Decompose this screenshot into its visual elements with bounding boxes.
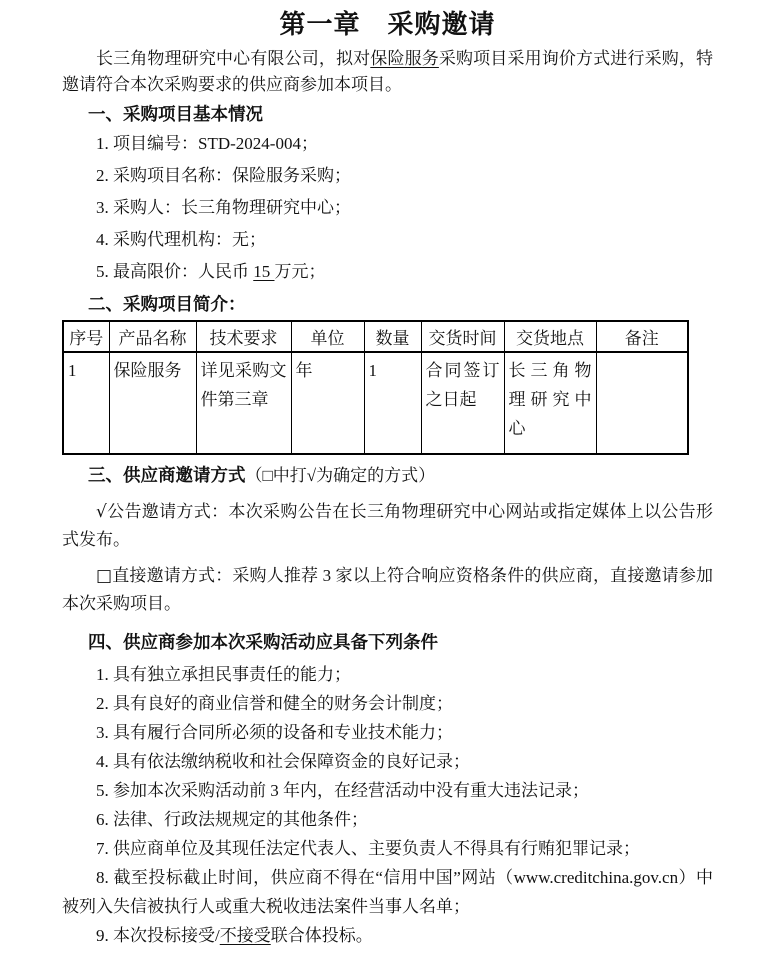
chapter-title: 第一章 采购邀请 xyxy=(279,9,496,39)
list-item xyxy=(62,747,713,776)
list-item xyxy=(62,805,713,834)
list-item xyxy=(62,834,713,863)
text-run: 5. 最高限价：人民币 xyxy=(96,262,254,281)
underlined-text: 15 xyxy=(253,262,275,281)
list-item xyxy=(62,128,713,160)
text-run: 3. 采购人：长三角物理研究中心； xyxy=(96,198,351,217)
list-item xyxy=(62,192,713,224)
text-run: 9. 本次投标接受/ xyxy=(96,926,220,945)
basic-info-list xyxy=(62,128,713,288)
invitation-option-announce xyxy=(62,498,713,554)
table-cell xyxy=(596,352,688,454)
list-item xyxy=(62,718,713,747)
section-overview-heading: 二、采购项目简介： xyxy=(88,294,246,314)
checkmark-icon: √ xyxy=(96,502,107,522)
text-run: 万元； xyxy=(274,262,326,281)
section-conditions-heading: 四、供应商参加本次采购活动应具备下列条件 xyxy=(88,632,438,652)
text-run: 6. 法律、行政法规规定的其他条件； xyxy=(96,810,368,829)
table-cell: 保险服务 xyxy=(109,352,196,454)
table-header-cell: 单位 xyxy=(291,321,364,352)
table-header-cell: 技术要求 xyxy=(196,321,291,352)
table-header-cell: 交货时间 xyxy=(421,321,504,352)
table-cell: 详见采购文件第三章 xyxy=(196,352,291,454)
table-header-cell: 交货地点 xyxy=(504,321,596,352)
invitation-option-announce-text: 公告邀请方式：本次采购公告在长三角物理研究中心网站或指定媒体上以公告形式发布。 xyxy=(62,502,713,549)
list-item xyxy=(62,863,713,921)
underlined-text: 保险服务 xyxy=(370,49,439,68)
table-header-cell: 产品名称 xyxy=(109,321,196,352)
checkbox-icon: □ xyxy=(96,566,113,586)
table-header-cell: 数量 xyxy=(364,321,421,352)
table-header-row xyxy=(63,321,688,352)
section-basic-heading: 一、采购项目基本情况 xyxy=(88,104,263,124)
text-run: 1. 具有独立承担民事责任的能力； xyxy=(96,665,351,684)
procurement-items-table xyxy=(62,320,689,455)
section-project-overview xyxy=(62,290,713,455)
text-run: 2. 采购项目名称：保险服务采购； xyxy=(96,166,351,185)
text-run: 采购项目采用询价方式进行采购，特邀请符合本次采购要求的供应商参加本项目。 xyxy=(62,49,714,94)
list-item xyxy=(62,921,713,950)
table-header-cell: 备注 xyxy=(596,321,688,352)
text-run: 联合体投标。 xyxy=(270,926,373,945)
invitation-option-direct-text: 直接邀请方式：采购人推荐 3 家以上符合响应资格条件的供应商，直接邀请参加本次采购项目。 xyxy=(62,566,714,613)
text-run: 2. 具有良好的商业信誉和健全的财务会计制度； xyxy=(96,694,453,713)
list-item xyxy=(62,660,713,689)
table-header-cell: 序号 xyxy=(63,321,109,352)
list-item xyxy=(62,689,713,718)
underlined-text: 不接受 xyxy=(219,926,271,945)
table-row xyxy=(63,352,688,454)
list-item xyxy=(62,224,713,256)
table-cell: 合同签订之日起 xyxy=(421,352,504,454)
list-item xyxy=(62,256,713,288)
table-cell: 年 xyxy=(291,352,364,454)
table-cell: 1 xyxy=(63,352,109,454)
intro-paragraph xyxy=(62,46,713,98)
section-invitation-method xyxy=(62,461,713,618)
text-run: 3. 具有履行合同所必须的设备和专业技术能力； xyxy=(96,723,453,742)
text-run: 长三角物理研究中心有限公司，拟对 xyxy=(96,49,371,68)
section-invitation-heading-note: （□中打√为确定的方式） xyxy=(245,466,436,485)
section-invitation-heading-main: 三、供应商邀请方式 xyxy=(88,465,246,485)
conditions-list xyxy=(62,660,713,950)
text-run: 4. 采购代理机构：无； xyxy=(96,230,266,249)
section-basic-info xyxy=(62,100,713,288)
section-supplier-conditions xyxy=(62,628,713,950)
table-cell: 长三角物理研究中心 xyxy=(504,352,596,454)
text-run: 5. 参加本次采购活动前 3 年内，在经营活动中没有重大违法记录； xyxy=(96,781,589,800)
section-invitation-heading xyxy=(62,461,713,490)
text-run: 4. 具有依法缴纳税收和社会保障资金的良好记录； xyxy=(96,752,470,771)
list-item xyxy=(62,776,713,805)
text-run: 7. 供应商单位及其现任法定代表人、主要负责人不得具有行贿犯罪记录； xyxy=(96,839,640,858)
text-run: 8. 截至投标截止时间，供应商不得在“信用中国”网站（www.creditchina.gov.cn）中被列入失信被执行人或重大税收违法案件当事人名单； xyxy=(62,868,713,916)
invitation-option-direct xyxy=(62,562,713,618)
text-run: 1. 项目编号：STD-2024-004； xyxy=(96,134,318,153)
table-cell: 1 xyxy=(364,352,421,454)
list-item xyxy=(62,160,713,192)
